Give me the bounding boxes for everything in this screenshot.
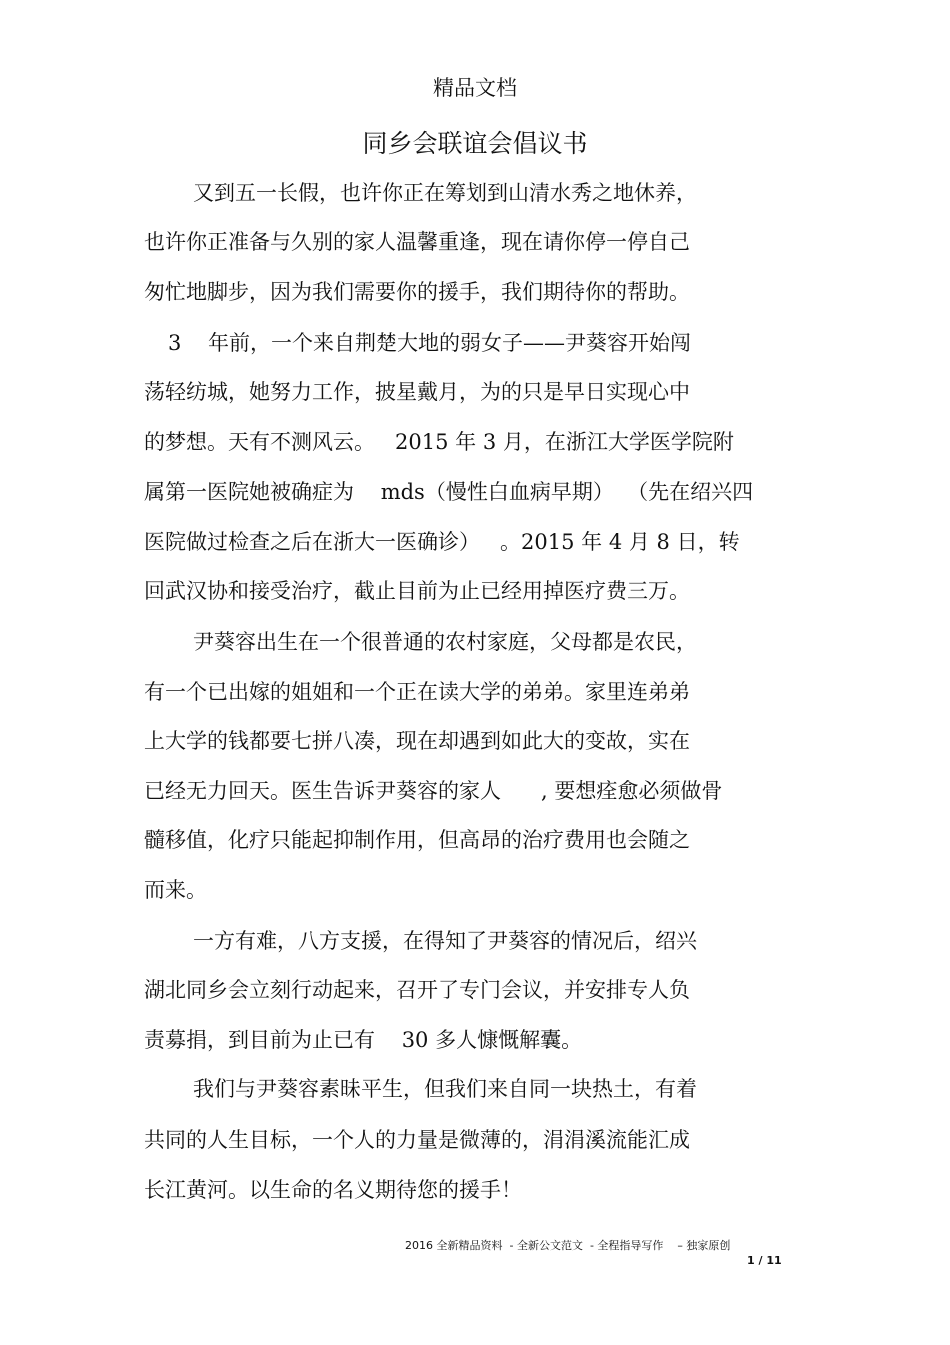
text-line: 回武汉协和接受治疗，截止目前为止已经用掉医疗费三万。 <box>144 579 690 603</box>
text-line: 荡轻纺城，她努力工作，披星戴月，为的只是早日实现心中 <box>144 380 690 404</box>
text-line: 而来。 <box>144 878 207 902</box>
text-line: 的梦想。天有不测风云。 2015 年 3 月，在浙江大学医学院附 <box>144 430 734 454</box>
text-line: 又到五一长假，也许你正在筹划到山清水秀之地休养， <box>193 181 697 205</box>
text-line: 责募捐，到目前为止已有 30 多人慷慨解囊。 <box>144 1028 583 1052</box>
text-line: 湖北同乡会立刻行动起来，召开了专门会议，并安排专人负 <box>144 978 690 1002</box>
text-line: 医院做过检查之后在浙大一医确诊） 。2015 年 4 月 8 日，转 <box>144 530 740 554</box>
text-line: 长江黄河。以生命的名义期待您的援手！ <box>144 1178 522 1202</box>
text-line: 3 年前，一个来自荆楚大地的弱女子——尹葵容开始闯 <box>168 331 692 355</box>
text-line: 上大学的钱都要七拼八凑，现在却遇到如此大的变故，实在 <box>144 729 690 753</box>
page-number: 1 / 11 <box>747 1254 782 1267</box>
text-line: 匆忙地脚步，因为我们需要你的援手，我们期待你的帮助。 <box>144 280 690 304</box>
text-line: 有一个已出嫁的姐姐和一个正在读大学的弟弟。家里连弟弟 <box>144 680 690 704</box>
text-line: 也许你正准备与久别的家人温馨重逢，现在请你停一停自己 <box>144 230 690 254</box>
text-line: 一方有难，八方支援，在得知了尹葵容的情况后，绍兴 <box>193 929 697 953</box>
document-title: 同乡会联谊会倡议书 <box>362 129 588 158</box>
text-line: 我们与尹葵容素昧平生，但我们来自同一块热土，有着 <box>193 1077 697 1101</box>
text-line: 髓移值，化疗只能起抑制作用，但高昂的治疗费用也会随之 <box>144 828 690 852</box>
text-line: 属第一医院她被确症为 mds（慢性白血病早期） （先在绍兴四 <box>144 480 754 504</box>
page-header: 精品文档 <box>433 76 517 100</box>
text-line: 尹葵容出生在一个很普通的农村家庭，父母都是农民， <box>193 630 697 654</box>
text-line: 已经无力回天。医生告诉尹葵容的家人 , 要想痊愈必须做骨 <box>144 779 723 803</box>
page-footer: 2016 全新精品资料 - 全新公文范文 - 全程指导写作 – 独家原创 <box>405 1239 731 1252</box>
text-line: 共同的人生目标，一个人的力量是微薄的，涓涓溪流能汇成 <box>144 1128 690 1152</box>
